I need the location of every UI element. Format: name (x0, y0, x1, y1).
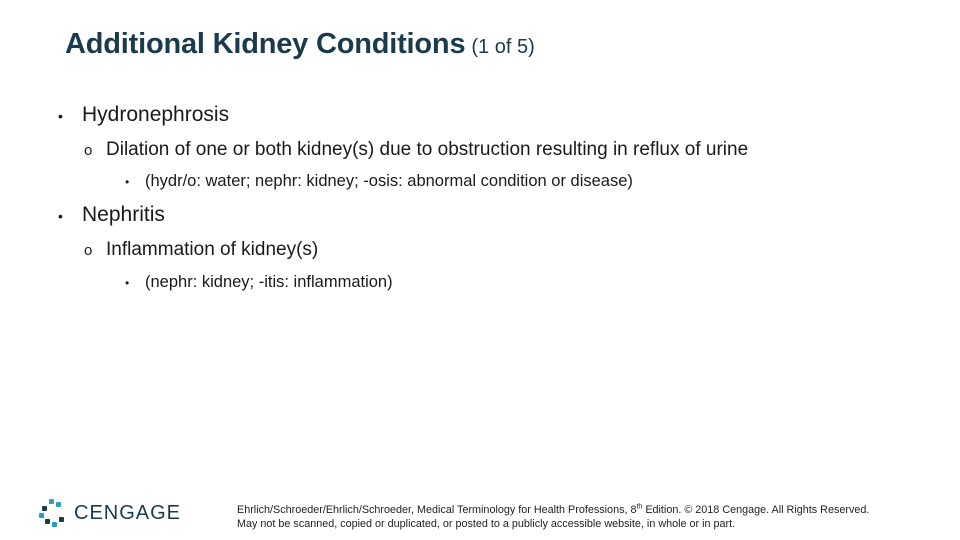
circle-bullet-icon: o (84, 142, 93, 159)
cengage-logo-icon (38, 498, 68, 528)
sub-sub-bullet-item (125, 172, 633, 191)
slide-title (65, 28, 535, 61)
bullet-item (58, 103, 229, 127)
bullet-icon: • (58, 108, 63, 124)
etymology-text: (hydr/o: water; nephr: kidney; -osis: abnormal condition or disease) (145, 172, 633, 190)
citation-suffix: Edition. © 2018 Cengage. All Rights Reserved. (642, 504, 870, 516)
definition-text: Dilation of one or both kidney(s) due to obstruction resulting in reflux of urine (106, 139, 749, 160)
bullet-item (58, 203, 165, 227)
cengage-logo (38, 498, 181, 528)
sub-sub-bullet-item (125, 273, 393, 292)
citation-line (237, 503, 869, 517)
bullet-icon: • (58, 208, 63, 224)
bullet-icon: • (125, 276, 130, 290)
sub-bullet-item (84, 239, 318, 261)
sub-bullet-item (84, 139, 748, 161)
circle-bullet-icon: o (84, 242, 93, 259)
definition-text: Inflammation of kidney(s) (106, 239, 319, 260)
reproduction-notice: May not be scanned, copied or duplicated, or posted to a publicly accessible website, in whole or in part. (237, 518, 736, 530)
citation-superscript: th (636, 503, 643, 511)
logo-wordmark: CENGAGE (74, 501, 182, 524)
bullet-label: Hydronephrosis (82, 103, 230, 126)
bullet-label: Nephritis (82, 203, 165, 226)
slide-title-page-indicator: (1 of 5) (471, 36, 535, 58)
etymology-text: (nephr: kidney; -itis: inflammation) (145, 273, 393, 291)
copyright-notice (237, 503, 869, 531)
citation-prefix: Ehrlich/Schroeder/Ehrlich/Schroeder, Medical Terminology for Health Professions, 8 (237, 504, 637, 516)
slide-title-main: Additional Kidney Conditions (65, 28, 466, 60)
bullet-icon: • (125, 175, 130, 189)
